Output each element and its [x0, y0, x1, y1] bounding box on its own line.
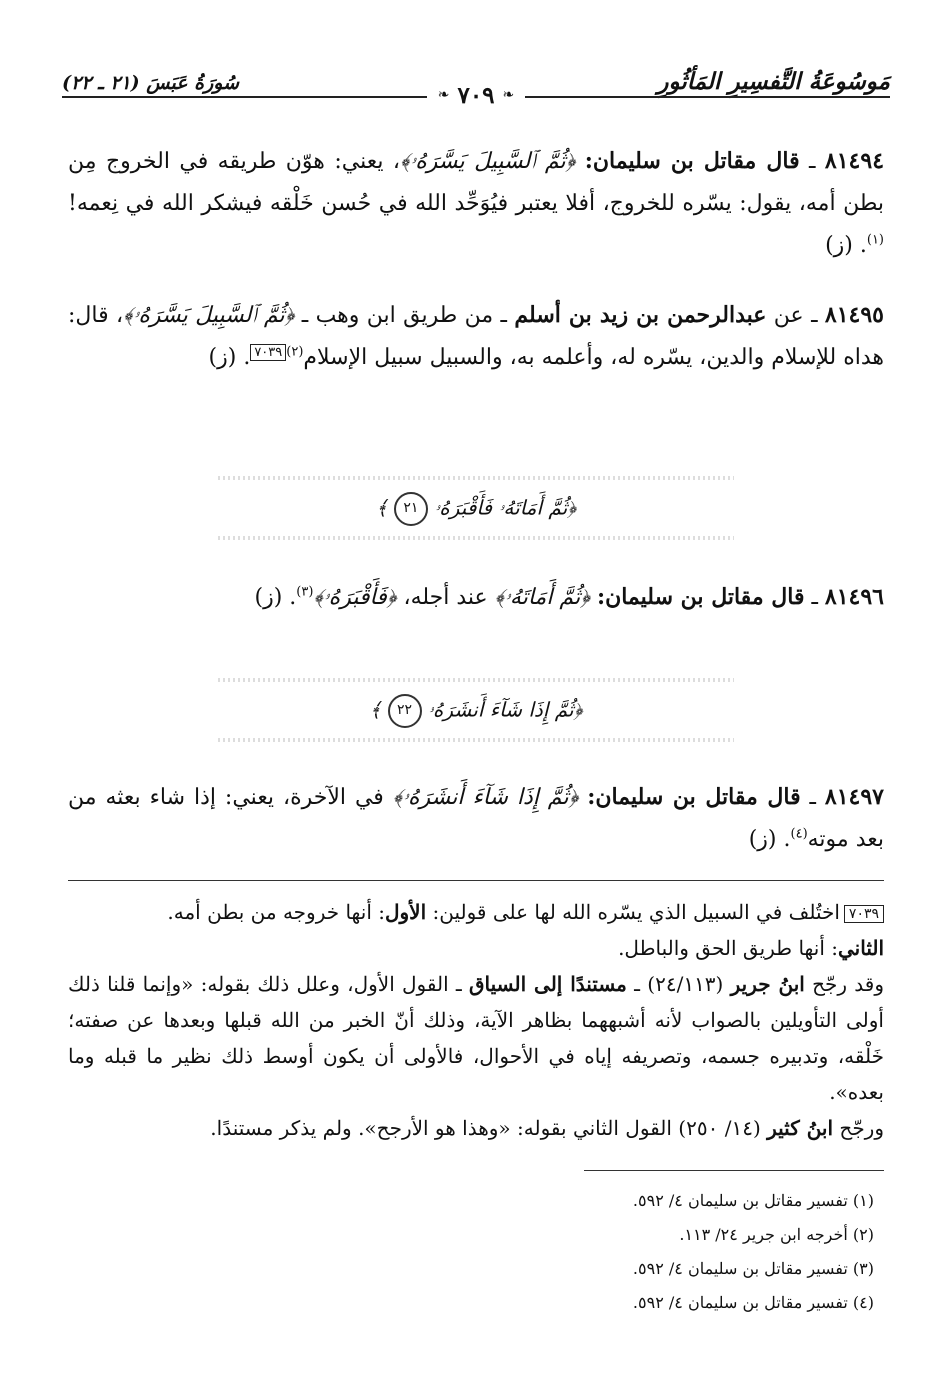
surah-range: سُورَةُ عَبَسَ (٢١ ـ ٢٢): [62, 72, 240, 94]
verse-decoration-bottom: [218, 738, 734, 742]
note-text: ورجّح: [833, 1116, 884, 1140]
narration-text: ، يعني: هوّن طريقه في الخروج مِن بطن أمه، يقول: يسّره للخروج، أفلا يعتبر فيُوَحِّد الله في حُسن خَلْقه فيشكر الله في نِعمه!: [68, 149, 884, 216]
footnotes: [274, 1184, 874, 1320]
narrator: قال مقاتل بن سليمان:: [587, 784, 801, 810]
verse-close: ﴾: [375, 495, 388, 520]
dash: ـ: [804, 585, 825, 610]
narration-text: في الآخرة، يعني: إذا شاء بعثه من بعد موته: [68, 785, 884, 852]
verse-decoration-bottom: [218, 536, 734, 540]
note-text: : أنها خروجه من بطن أمه.: [167, 900, 385, 924]
note-divider: [68, 880, 884, 881]
narration-8494: [68, 140, 884, 267]
footnote-3: (٣) تفسير مقاتل بن سليمان ٤/ ٥٩٢.: [632, 1259, 874, 1278]
note-text: (٢٤/١١٣) ـ: [626, 972, 731, 996]
verse-decoration-top: [218, 678, 734, 682]
footnote-2: (٢) أخرجه ابن جرير ٢٤/ ١١٣.: [679, 1225, 874, 1244]
book-title: مَوسُوعَةُ التَّفسِيرِ المَأثُورِ: [657, 68, 890, 95]
narrator: عبدالرحمن بن زيد بن أسلم: [514, 302, 767, 328]
quran-quote: ﴿ثُمَّ ٱلسَّبِيلَ يَسَّرَهُۥ﴾: [123, 303, 295, 328]
note-bold: ابنُ كثير: [767, 1116, 834, 1140]
footnote-ref[interactable]: (٤): [790, 826, 808, 842]
narration-number: ٨١٤٩٦: [824, 584, 884, 610]
narration-tail: . (ز): [748, 827, 791, 852]
narration-8496: [68, 576, 884, 619]
dash: ـ: [803, 303, 825, 328]
footnote-1: (١) تفسير مقاتل بن سليمان ٤/ ٥٩٢.: [632, 1191, 874, 1210]
page-header: [62, 66, 890, 109]
dash: ـ: [800, 785, 825, 810]
note-para-2: [68, 930, 884, 966]
note-tag: ٧٠٣٩: [844, 905, 884, 923]
ornament-right-icon: ❧: [502, 87, 515, 103]
page-number: ٧٠٩: [449, 82, 502, 109]
narration-number: ٨١٤٩٥: [824, 302, 884, 328]
verse-close: ﴾: [369, 697, 382, 722]
note-ref-box[interactable]: ٧٠٣٩: [250, 344, 286, 361]
note-para-4: [68, 1110, 884, 1146]
footnote-ref[interactable]: (٣): [296, 584, 314, 600]
ayah-number-icon: ٢١: [394, 492, 428, 526]
note-para-1: [68, 894, 884, 930]
verse-22: [68, 690, 884, 732]
quran-quote: ﴿ثُمَّ أَمَاتَهُۥ﴾: [494, 585, 590, 610]
quran-quote: ﴿ثُمَّ إِذَا شَآءَ أَنشَرَهُۥ﴾: [392, 785, 579, 810]
footnote-ref[interactable]: (٢): [286, 344, 304, 360]
note-bold: مستندًا إلى السياق: [469, 972, 627, 996]
narration-8497: [68, 776, 884, 861]
ayah-number-icon: ٢٢: [388, 694, 422, 728]
narration-8495: [68, 294, 884, 379]
narration-number: ٨١٤٩٤: [824, 148, 885, 174]
page-number-group: [62, 82, 890, 108]
note-text: (١٤/ ٢٥٠) القول الثاني بقوله: «وهذا هو الأرجح». ولم يذكر مستندًا.: [210, 1116, 768, 1140]
note-bold: الأول: [384, 900, 427, 924]
narration-tail: . (ز): [254, 585, 297, 610]
note-text: ـ القول الأول، وعلل ذلك بقوله: «وإنما قلنا ذلك أولى التأويلين بالصواب لأنه أشبههما بظاهر الآية، وذلك أنّ الخبر من الله قبلها وبعدها عن صفته؛ خَلْقه، وتدبيره جسمه، وتصريفه إياه في الأحوال، فالأولى أن يكون أوسط ذلك نظير ما قبله وما بعده».: [68, 972, 885, 1104]
narration-number: ٨١٤٩٧: [824, 784, 884, 810]
footnote-ref[interactable]: (١): [866, 232, 884, 248]
verse-text: ﴿ثُمَّ أَمَاتَهُۥ فَأَقْبَرَهُۥ: [434, 495, 577, 520]
verse-text: ﴿ثُمَّ إِذَا شَآءَ أَنشَرَهُۥ: [427, 697, 583, 722]
note-para-3: [68, 966, 884, 1110]
note-text: اختُلف في السبيل الذي يسّره الله لها على قولين:: [426, 900, 840, 924]
footnote-rule: [584, 1170, 884, 1171]
verse-21: [68, 488, 884, 530]
quran-quote: ﴿فَأَقْبَرَهُۥ﴾: [313, 585, 397, 610]
narration-tail: . (ز): [825, 233, 867, 258]
ornament-left-icon: ❧: [437, 87, 450, 103]
verse-decoration-top: [218, 476, 734, 480]
narrator: قال مقاتل بن سليمان:: [596, 584, 805, 610]
quran-quote: ﴿ثُمَّ ٱلسَّبِيلَ يَسَّرَهُۥ﴾: [400, 149, 576, 174]
footnote-4: (٤) تفسير مقاتل بن سليمان ٤/ ٥٩٢.: [632, 1293, 874, 1312]
note-text: وقد رجّح: [804, 972, 884, 996]
note-text: : أنها طريق الحق والباطل.: [618, 936, 838, 960]
dash: ـ: [799, 149, 825, 174]
narration-text: ، قال: هداه للإسلام والدين، يسّره له، وأعلمه به، والسبيل سبيل الإسلام: [68, 303, 884, 370]
note-bold: الثاني: [837, 936, 884, 960]
note-bold: ابنُ جرير: [730, 972, 805, 996]
narrator: قال مقاتل بن سليمان:: [584, 148, 800, 174]
narration-text: عند أجله،: [396, 585, 495, 610]
narration-tail: . (ز): [208, 345, 251, 370]
editorial-note: [68, 894, 884, 1146]
narration-pre: عن: [766, 303, 804, 328]
chain: ـ من طريق ابن وهب ـ: [294, 303, 515, 328]
